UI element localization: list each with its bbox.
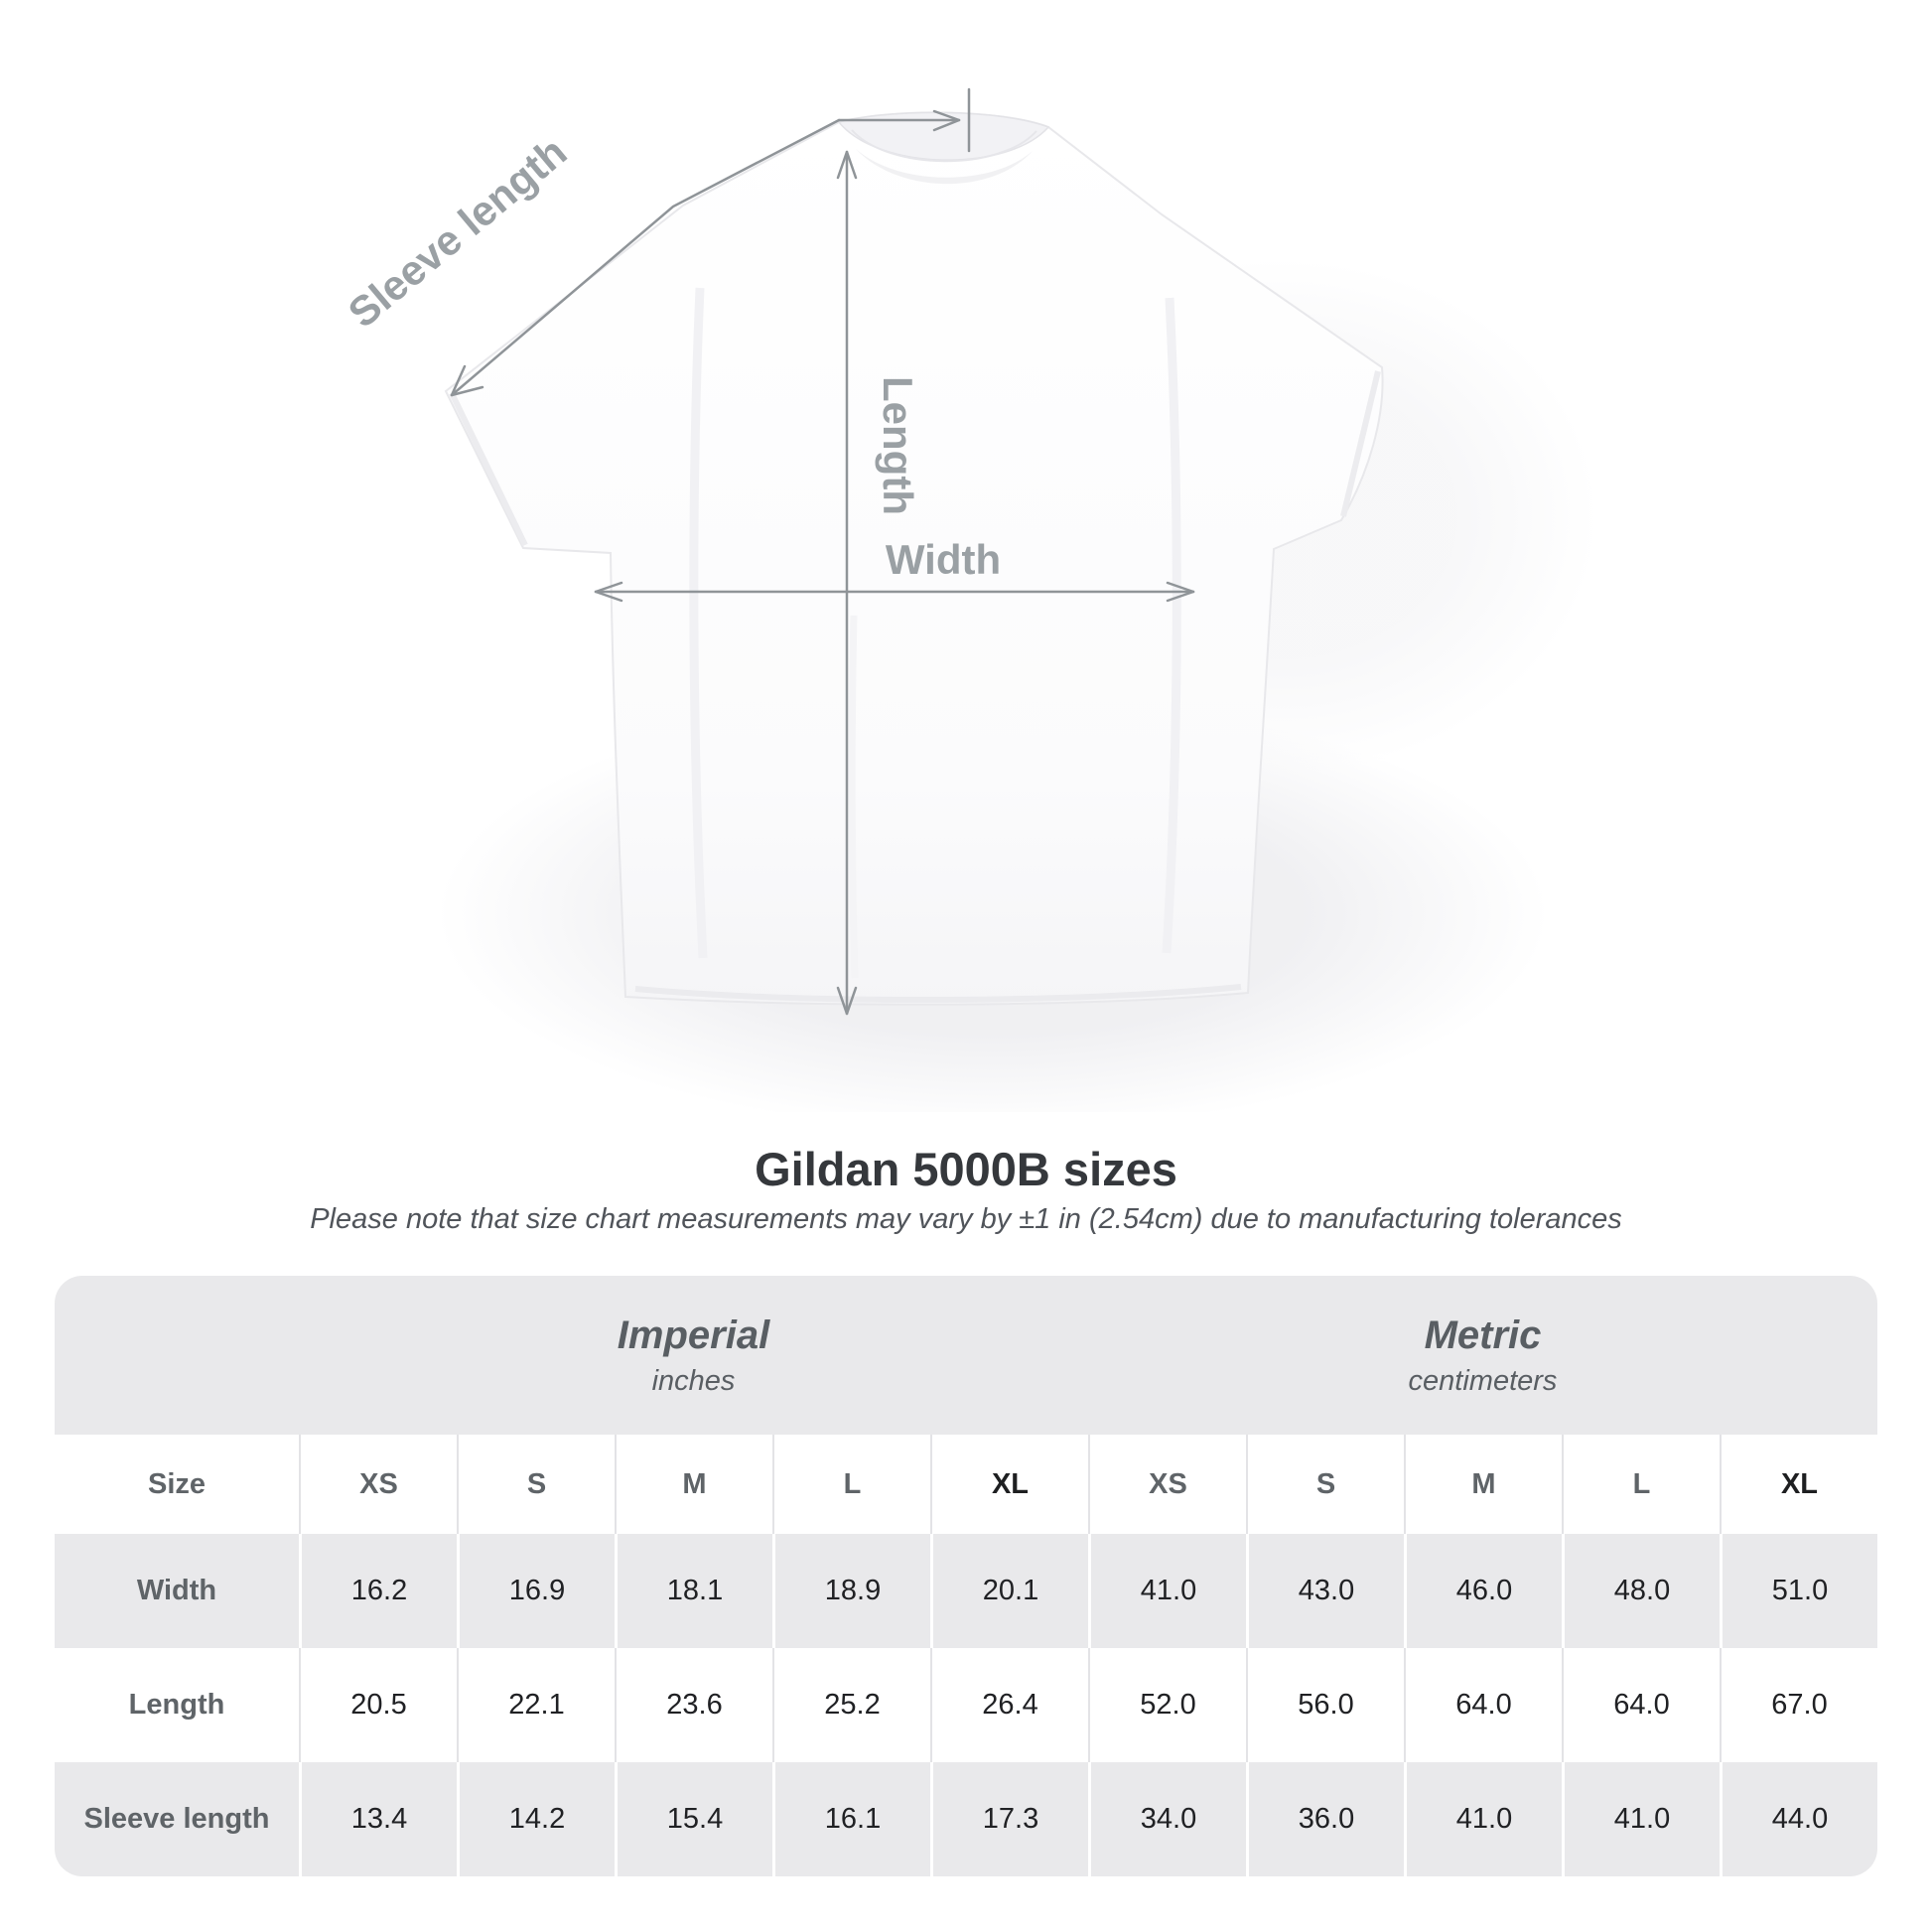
- size-header-xs-metric: XS: [1088, 1435, 1246, 1534]
- size-header-m-metric: M: [1404, 1435, 1562, 1534]
- size-header-xs-imperial: XS: [299, 1435, 457, 1534]
- unit-header-spacer: [55, 1276, 299, 1435]
- table-cell: 20.5: [299, 1648, 457, 1762]
- size-header-xl-imperial: XL: [930, 1435, 1088, 1534]
- size-corner-label: Size: [147, 1467, 207, 1500]
- imperial-label: Imperial: [617, 1312, 770, 1357]
- size-header-l-imperial: L: [772, 1435, 930, 1534]
- size-header-xl-metric: XL: [1720, 1435, 1877, 1534]
- table-cell: 17.3: [930, 1762, 1088, 1876]
- table-cell: 52.0: [1088, 1648, 1246, 1762]
- sleeve-length-label: Sleeve length: [339, 127, 576, 337]
- table-cell: 41.0: [1562, 1762, 1720, 1876]
- table-cell: 20.1: [930, 1534, 1088, 1648]
- table-cell: 18.1: [615, 1534, 772, 1648]
- table-cell: 26.4: [930, 1648, 1088, 1762]
- metric-unit: centimeters: [1408, 1364, 1558, 1397]
- metric-label: Metric: [1424, 1312, 1542, 1357]
- table-cell: 43.0: [1246, 1534, 1404, 1648]
- table-cell: 15.4: [615, 1762, 772, 1876]
- imperial-unit: inches: [651, 1364, 736, 1397]
- table-cell: 25.2: [772, 1648, 930, 1762]
- length-label: Length: [875, 376, 921, 515]
- size-header-l-metric: L: [1562, 1435, 1720, 1534]
- imperial-header: [299, 1276, 1088, 1435]
- width-label: Width: [885, 536, 1002, 583]
- size-header-s-imperial: S: [457, 1435, 615, 1534]
- table-cell: 16.1: [772, 1762, 930, 1876]
- size-header-m-imperial: M: [615, 1435, 772, 1534]
- table-cell: 36.0: [1246, 1762, 1404, 1876]
- size-header-row: [55, 1435, 1877, 1534]
- table-row-width: [55, 1534, 1877, 1648]
- table-cell: 41.0: [1404, 1762, 1562, 1876]
- table-cell: 13.4: [299, 1762, 457, 1876]
- tolerance-note: Please note that size chart measurements may vary by ±1 in (2.54cm) due to manufacturing tolerances: [310, 1203, 1622, 1235]
- tshirt-graphic: [437, 112, 1598, 1112]
- table-cell: 64.0: [1562, 1648, 1720, 1762]
- unit-header-row: [55, 1276, 1877, 1435]
- table-cell: 16.2: [299, 1534, 457, 1648]
- size-header-s-metric: S: [1246, 1435, 1404, 1534]
- row-label-length: Length: [128, 1689, 225, 1721]
- table-cell: 46.0: [1404, 1534, 1562, 1648]
- row-label-sleeve-length: Sleeve length: [83, 1803, 270, 1835]
- table-row-length: [55, 1648, 1877, 1762]
- fold-center: [852, 616, 855, 978]
- metric-header: [1088, 1276, 1877, 1435]
- table-cell: 22.1: [457, 1648, 615, 1762]
- table-cell: 16.9: [457, 1534, 615, 1648]
- table-cell: 14.2: [457, 1762, 615, 1876]
- table-row-sleeve-length: [55, 1762, 1877, 1876]
- table-cell: 67.0: [1720, 1648, 1877, 1762]
- table-cell: 34.0: [1088, 1762, 1246, 1876]
- page-title: Gildan 5000B sizes: [755, 1143, 1177, 1195]
- table-cell: 48.0: [1562, 1534, 1720, 1648]
- size-table: [55, 1276, 1877, 1876]
- table-cell: 44.0: [1720, 1762, 1877, 1876]
- table-cell: 41.0: [1088, 1534, 1246, 1648]
- table-cell: 56.0: [1246, 1648, 1404, 1762]
- table-cell: 23.6: [615, 1648, 772, 1762]
- row-label-width: Width: [136, 1575, 217, 1606]
- table-cell: 18.9: [772, 1534, 930, 1648]
- table-cell: 64.0: [1404, 1648, 1562, 1762]
- table-cell: 51.0: [1720, 1534, 1877, 1648]
